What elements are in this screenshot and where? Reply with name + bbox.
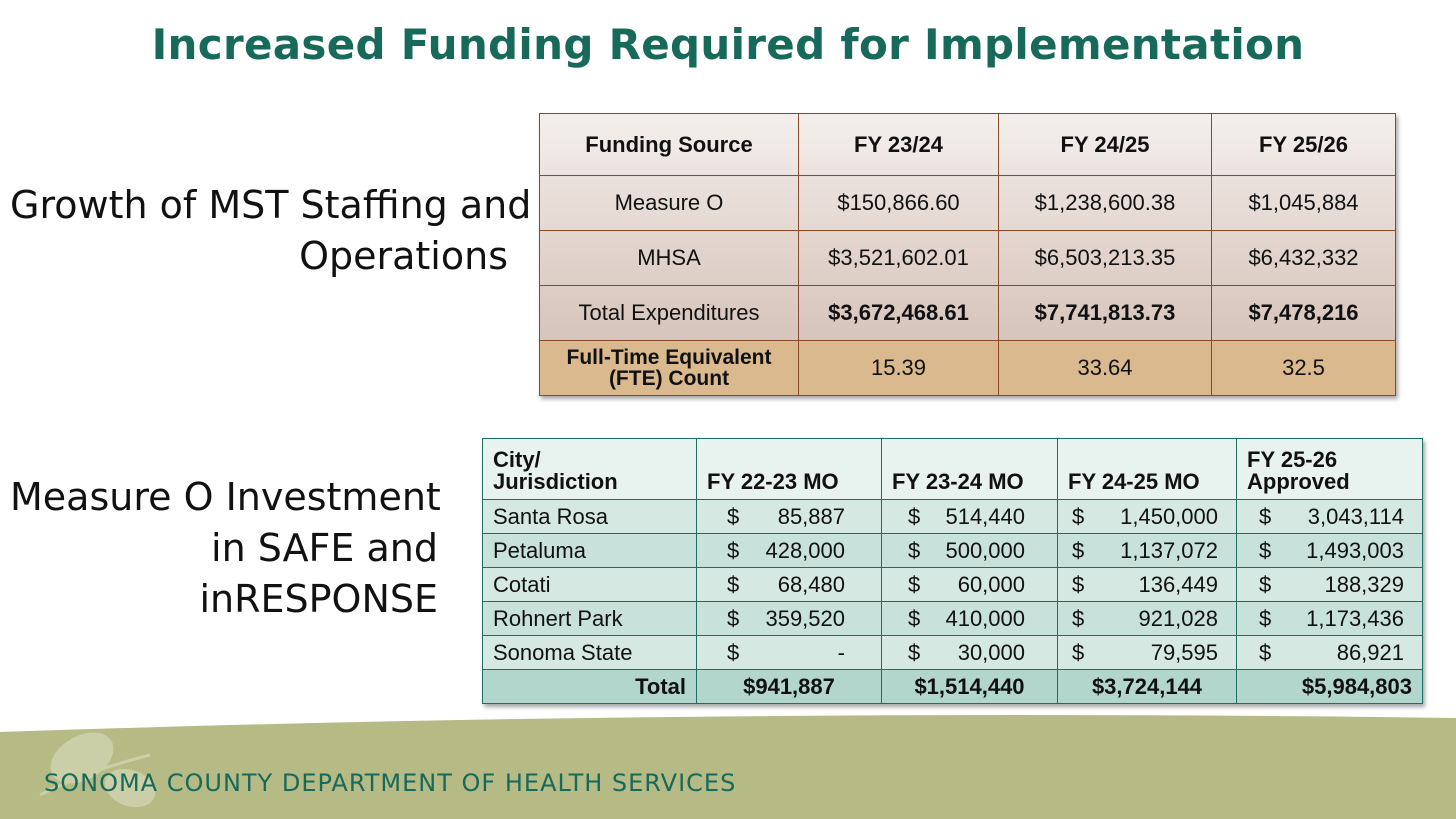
section-label-measure-o [10,472,441,625]
fte-cell: 32.5 [1212,341,1396,396]
funding-table [539,113,1396,396]
currency-symbol: $ [1072,639,1085,665]
currency-symbol: $ [1072,605,1085,631]
amount-cell: $150,866.60 [799,176,999,231]
amount-cell: $3,521,602.01 [799,231,999,286]
fte-row [540,341,1396,396]
amount-cell: - [837,639,845,665]
table-header-row [483,439,1423,500]
city-cell: Petaluma [483,534,697,568]
table-row [540,176,1396,231]
header-cell-approved [1237,439,1423,500]
amount-cell: 410,000 [945,605,1025,631]
fte-cell: 33.64 [999,341,1212,396]
currency-symbol: $ [1072,537,1085,563]
header-cell: FY 25/26 [1212,114,1396,176]
currency-symbol: $ [727,571,740,597]
currency-symbol: $ [727,537,740,563]
section-label-line: Measure O Investment [10,475,441,519]
table-row [540,286,1396,341]
amount-cell: 3,043,114 [1307,503,1404,529]
section-label-line: in SAFE and [211,526,438,570]
amount-cell: 359,520 [765,605,845,631]
amount-cell: 921,028 [1138,605,1218,631]
table-row [483,500,1423,534]
table-row [483,602,1423,636]
currency-symbol: $ [727,639,740,665]
total-amount-cell: $7,478,216 [1212,286,1396,341]
amount-cell: 1,493,003 [1306,537,1404,563]
fte-label-cell [540,341,799,396]
currency-symbol: $ [1259,571,1272,597]
amount-cell: 428,000 [765,537,845,563]
fte-label-line: Full-Time Equivalent [566,346,772,369]
amount-cell: 79,595 [1150,639,1218,665]
table-header-row [540,114,1396,176]
section-label-line: Operations [299,234,508,278]
currency-symbol: $ [1259,605,1272,631]
amount-cell: 60,000 [957,571,1025,597]
amount-cell: $6,503,213.35 [999,231,1212,286]
currency-symbol: $ [1259,503,1272,529]
amount-cell: 1,173,436 [1306,605,1404,631]
footer-band-shape [0,715,1456,819]
total-label: Total [483,670,697,704]
table-row [540,231,1396,286]
measure-o-table [482,438,1423,704]
total-amount-cell: $3,672,468.61 [799,286,999,341]
fte-cell: 15.39 [799,341,999,396]
currency-symbol: $ [1072,571,1085,597]
footer-band [0,700,1456,819]
currency-symbol: $ [727,605,740,631]
currency-symbol: $ [908,537,921,563]
city-cell: Cotati [483,568,697,602]
amount-cell: $1,238,600.38 [999,176,1212,231]
amount-cell: 68,480 [777,571,845,597]
table-row [483,534,1423,568]
slide-title: Increased Funding Required for Implementation [151,20,1305,69]
currency-symbol: $ [1259,639,1272,665]
funding-source-cell: MHSA [540,231,799,286]
total-amount-cell: $7,741,813.73 [999,286,1212,341]
total-amount-cell: $3,724,144 [1058,670,1237,704]
funding-source-cell: Measure O [540,176,799,231]
currency-symbol: $ [908,605,921,631]
amount-cell: 188,329 [1324,571,1404,597]
fte-label-line: (FTE) Count [608,367,730,390]
amount-cell: 136,449 [1138,571,1218,597]
currency-symbol: $ [727,503,740,529]
header-cell-city [483,439,697,500]
amount-cell: 30,000 [957,639,1025,665]
amount-cell: 85,887 [777,503,845,529]
amount-cell: $1,045,884 [1212,176,1396,231]
amount-cell: 86,921 [1336,639,1404,665]
header-line: Approved [1247,469,1350,494]
amount-cell: $6,432,332 [1212,231,1396,286]
header-line: Jurisdiction [493,469,618,494]
header-line: FY 25-26 [1247,447,1338,472]
total-amount-cell: $941,887 [697,670,882,704]
currency-symbol: $ [908,571,921,597]
amount-cell: 1,137,072 [1120,537,1218,563]
total-row [483,670,1423,704]
section-label-line: inRESPONSE [199,577,438,621]
total-amount-cell: $5,984,803 [1237,670,1423,704]
funding-source-cell: Total Expenditures [540,286,799,341]
amount-cell: 1,450,000 [1120,503,1218,529]
footer-org-name: SONOMA COUNTY DEPARTMENT OF HEALTH SERVICES [44,769,737,797]
header-cell: FY 23-24 MO [882,439,1058,500]
currency-symbol: $ [1072,503,1085,529]
section-label-line: Growth of MST Staffing and [10,183,532,227]
total-amount-cell: $1,514,440 [882,670,1058,704]
table-row [483,636,1423,670]
city-cell: Sonoma State [483,636,697,670]
city-cell: Rohnert Park [483,602,697,636]
city-cell: Santa Rosa [483,500,697,534]
header-line: City/ [493,447,541,472]
header-cell: FY 23/24 [799,114,999,176]
currency-symbol: $ [908,639,921,665]
amount-cell: 514,440 [945,503,1025,529]
amount-cell: 500,000 [945,537,1025,563]
header-cell: Funding Source [540,114,799,176]
header-cell: FY 22-23 MO [697,439,882,500]
currency-symbol: $ [908,503,921,529]
header-cell: FY 24-25 MO [1058,439,1237,500]
section-label-mst-staffing [10,180,532,282]
header-cell: FY 24/25 [999,114,1212,176]
currency-symbol: $ [1259,537,1272,563]
table-row [483,568,1423,602]
